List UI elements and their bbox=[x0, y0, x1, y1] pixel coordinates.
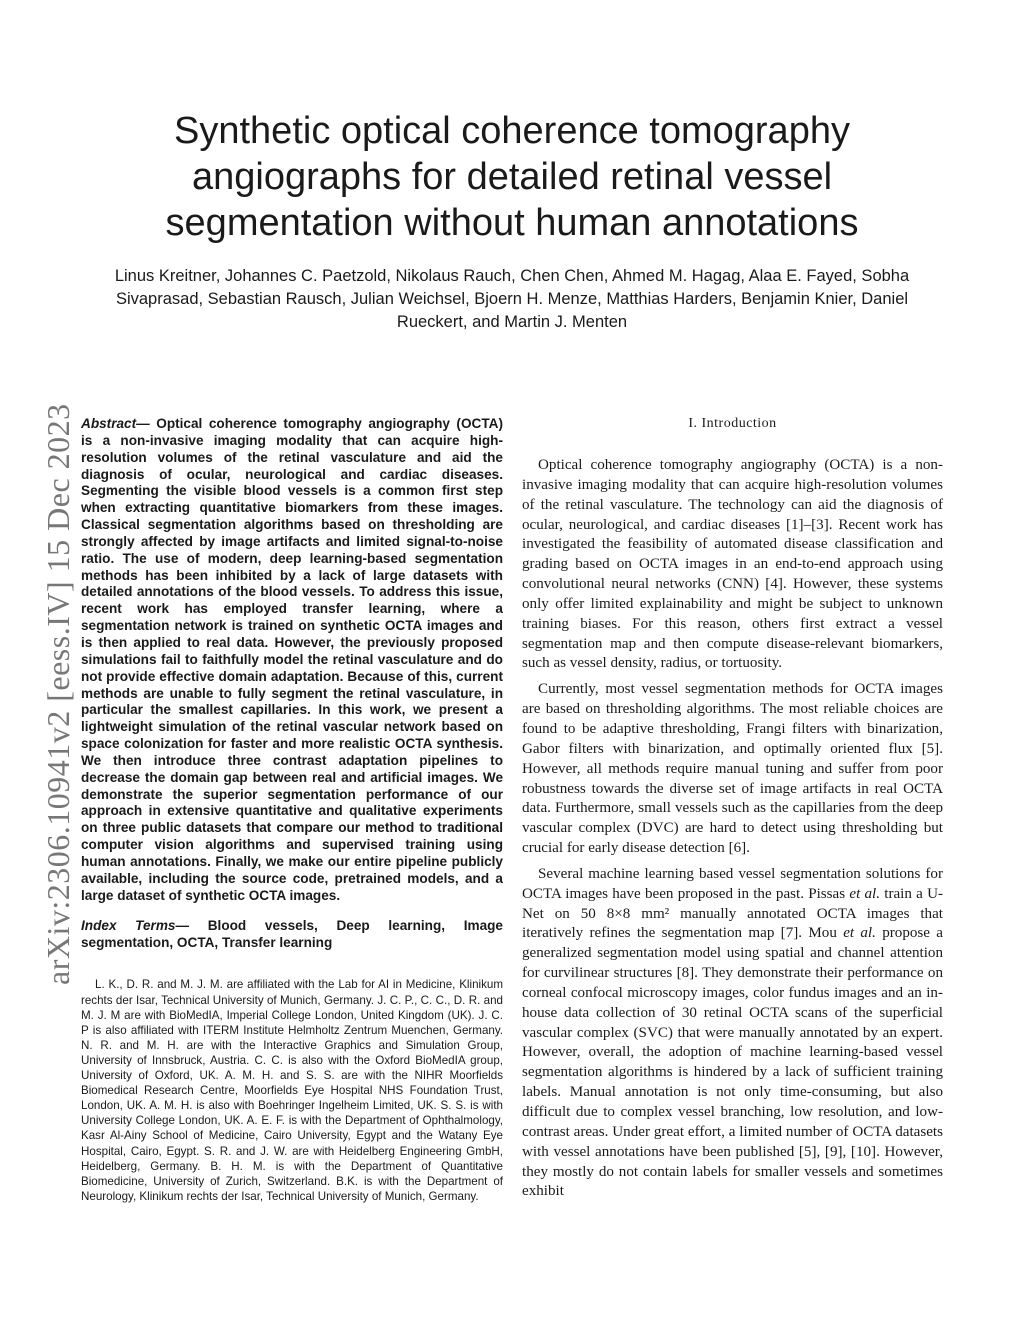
intro-paragraph-3: Several machine learning based vessel segmentation solutions for OCTA images have been proposed in the past. Pissas et al. train a U-Net on 50 8×8 mm² manually annotated OCTA images that iteratively refines the segmentation map [7]. Mou et al. propose a generalized segmentation model using spatial and channel attention for curvilinear structures [8]. They demonstrate their performance on corneal confocal microscopy images, color fundus images and an in-house data collection of 30 retinal OCTA scans of the superficial vascular complex (SVC) that were manually annotated by an expert. However, overall, the adoption of machine learning-based vessel segmentation algorithms is hindered by a lack of sufficient training labels. Manual annotation is not only time-consuming, but also difficult due to complex vessel branching, low resolution, and low-contrast areas. Under great effort, a limited number of OCTA datasets with vessel annotations have been published [5], [9], [10]. However, they mostly do not contain labels for smaller vessels and sometimes exhibit bbox=[522, 865, 944, 1200]
index-terms-label: Index Terms— bbox=[81, 918, 190, 934]
author-list: Linus Kreitner, Johannes C. Paetzold, Nikolaus Rauch, Chen Chen, Ahmed M. Hagag, Alaa E. Fayed, Sobha Sivaprasad, Sebastian Rausch, Julian Weichsel, Bjoern H. Menze, Matthias Harders, Benjamin Knier, Daniel Rueckert, and Martin J. Menten bbox=[114, 267, 910, 331]
abstract-text: Optical coherence tomography angiography (OCTA) is a non-invasive imaging modality that can acquire high-resolution volumes of the retinal vasculature and aid the diagnosis of ocular, neurological and cardiac diseases. Segmenting the visible blood vessels is a common first step when extracting quantitative biomarkers from these images. Classical segmentation algorithms based on thresholding are strongly affected by image artifacts and limited signal-to-noise ratio. The use of modern, deep learning-based segmentation methods has been inhibited by a lack of large datasets with detailed annotations of the blood vessels. To address this issue, recent work has employed transfer learning, where a segmentation network is trained on synthetic OCTA images and is then applied to real data. However, the previously proposed simulations fail to faithfully model the retinal vasculature and do not provide effective domain adaptation. Because of this, current methods are unable to fully segment the retinal vasculature, in particular the smallest capillaries. In this work, we present a lightweight simulation of the retinal vascular network based on space colonization for faster and more realistic OCTA synthesis. We then introduce three contrast adaptation pipelines to decrease the domain gap between real and artificial images. We demonstrate the superior segmentation performance of our approach in extensive quantitative and qualitative experiments on three public datasets that compare our method to traditional computer vision algorithms and supervised training using human annotations. Finally, we make our entire pipeline publicly available, including the source code, pretrained models, and a large dataset of synthetic OCTA images. bbox=[81, 416, 503, 903]
section-heading-introduction: I. Introduction bbox=[688, 416, 777, 431]
left-column bbox=[81, 416, 503, 1204]
et-al-1: et al. bbox=[849, 885, 881, 902]
et-al-2: et al. bbox=[843, 925, 876, 942]
intro-paragraph-1: Optical coherence tomography angiography (OCTA) is a non-invasive imaging modality that can acquire high-resolution volumes of the retinal vasculature. The technology can aid the diagnosis of ocular, neurological, and cardiac diseases [1]–[3]. Recent work has investigated the feasibility of automated disease classification and grading based on OCTA images in an end-to-end approach using convolutional neural networks (CNN) [4]. However, these systems only offer limited explainability and might be subject to unknown training biases. For this reason, others first extract a vessel segmentation map and then compute disease-relevant biomarkers, such as vessel density, radius, or tortuosity. bbox=[522, 457, 943, 672]
index-terms-text: Blood vessels, Deep learning, Image segmentation, OCTA, Transfer learning bbox=[81, 918, 503, 951]
right-column bbox=[522, 416, 943, 1208]
affiliations-footnote: L. K., D. R. and M. J. M. are affiliated with the Lab for AI in Medicine, Klinikum rechts der Isar, Technical University of Munich, Germany. J. C. P., C. C., D. R. and M. J. M are with BioMedIA, Imperial College London, United Kingdom (UK). J. C. P is also affiliated with ITERM Institute Helmholtz Zentrum Muenchen, Germany. N. R. and M. H. are with the Interactive Graphics and Simulation Group, University of Innsbruck, Austria. C. C. is also with the Oxford BioMedIA group, University of Oxford, UK. A. M. H. and S. S. are with the NIHR Moorfields Biomedical Research Centre, Moorfields Eye Hospital NHS Foundation Trust, London, UK. A. M. H. is also with Boehringer Ingelheim Limited, UK. S. S. is with University College London, UK. A. E. F. is with the Department of Ophthalmology, Kasr Al-Ainy School of Medicine, Cairo University, Egypt and the Watany Eye Hospital, Cairo, Egypt. S. R. and J. W. are with Heidelberg Engineering GmbH, Heidelberg, Germany. B. H. M. is with the Department of Quantitative Biomedicine, University of Zurich, Switzerland. B.K. is with the Department of Neurology, Klinikum rechts der Isar, Technical University of Munich, Germany. bbox=[81, 978, 503, 1203]
index-terms bbox=[81, 917, 503, 951]
paper-title: Synthetic optical coherence tomography angiographs for detailed retinal vessel segmentation without human annotations bbox=[165, 110, 859, 244]
abstract-label: Abstract— bbox=[81, 416, 150, 431]
arxiv-identifier: arXiv:2306.10941v2 [eess.IV] 15 Dec 2023 bbox=[40, 403, 76, 985]
intro-paragraph-2: Currently, most vessel segmentation methods for OCTA images are based on thresholding algorithms. The most reliable choices are found to be adaptive thresholding, Frangi filters with binarization, Gabor filters with binarization, and optimally oriented flux [5]. However, all methods require manual tuning and suffer from poor robustness towards the diverse set of image artifacts in real OCTA data. Furthermore, small vessels such as the capillaries from the deep vascular complex (DVC) are hard to detect using thresholding but crucial for early disease detection [6]. bbox=[522, 681, 943, 857]
abstract bbox=[81, 416, 503, 904]
